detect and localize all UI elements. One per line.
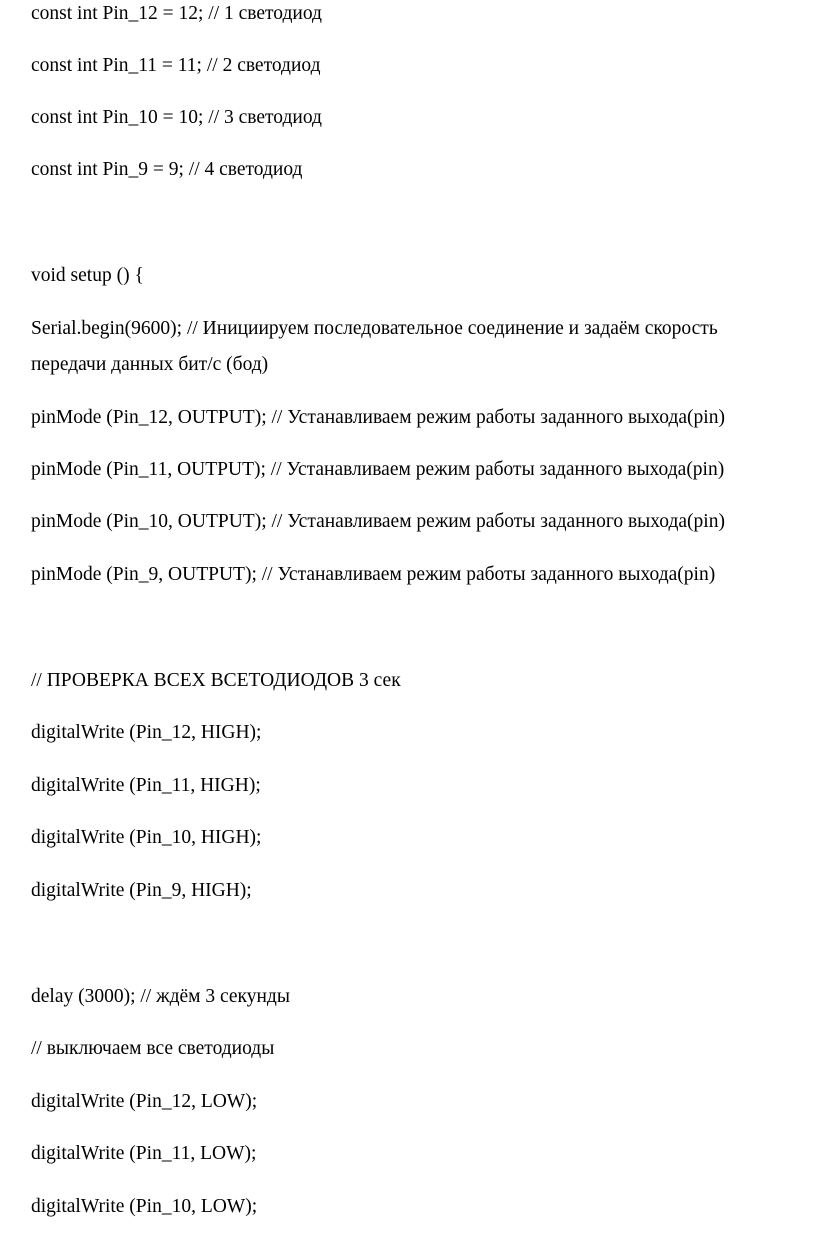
code-line: digitalWrite (Pin_12, LOW); [31,1091,258,1112]
code-line: передачи данных бит/с (бод) [31,354,269,375]
code-line: digitalWrite (Pin_11, HIGH); [31,775,261,796]
code-line: const int Pin_9 = 9; // 4 светодиод [31,159,303,180]
code-line: digitalWrite (Pin_10, LOW); [31,1196,258,1217]
code-line: digitalWrite (Pin_11, LOW); [31,1143,257,1164]
code-line: // выключаем все светодиоды [31,1038,275,1059]
code-line: pinMode (Pin_10, OUTPUT); // Устанавливаем режим работы заданного выхода(pin) [31,511,725,532]
code-line: // ПРОВЕРКА ВСЕХ ВСЕТОДИОДОВ 3 сек [31,670,401,691]
code-line: void setup () { [31,265,144,286]
code-line: const int Pin_11 = 11; // 2 светодиод [31,55,321,76]
code-line: pinMode (Pin_9, OUTPUT); // Устанавливаем режим работы заданного выхода(pin) [31,564,716,585]
code-line: pinMode (Pin_11, OUTPUT); // Устанавливаем режим работы заданного выхода(pin) [31,459,725,480]
code-line: const int Pin_12 = 12; // 1 светодиод [31,3,322,24]
code-line: delay (3000); // ждём 3 секунды [31,986,290,1007]
code-line: digitalWrite (Pin_10, HIGH); [31,827,262,848]
code-line: const int Pin_10 = 10; // 3 светодиод [31,107,322,128]
code-line: Serial.begin(9600); // Инициируем последовательное соединение и задаём скорость [31,318,718,339]
code-line: pinMode (Pin_12, OUTPUT); // Устанавливаем режим работы заданного выхода(pin) [31,407,725,428]
code-line: digitalWrite (Pin_9, HIGH); [31,880,252,901]
code-line: digitalWrite (Pin_12, HIGH); [31,722,262,743]
